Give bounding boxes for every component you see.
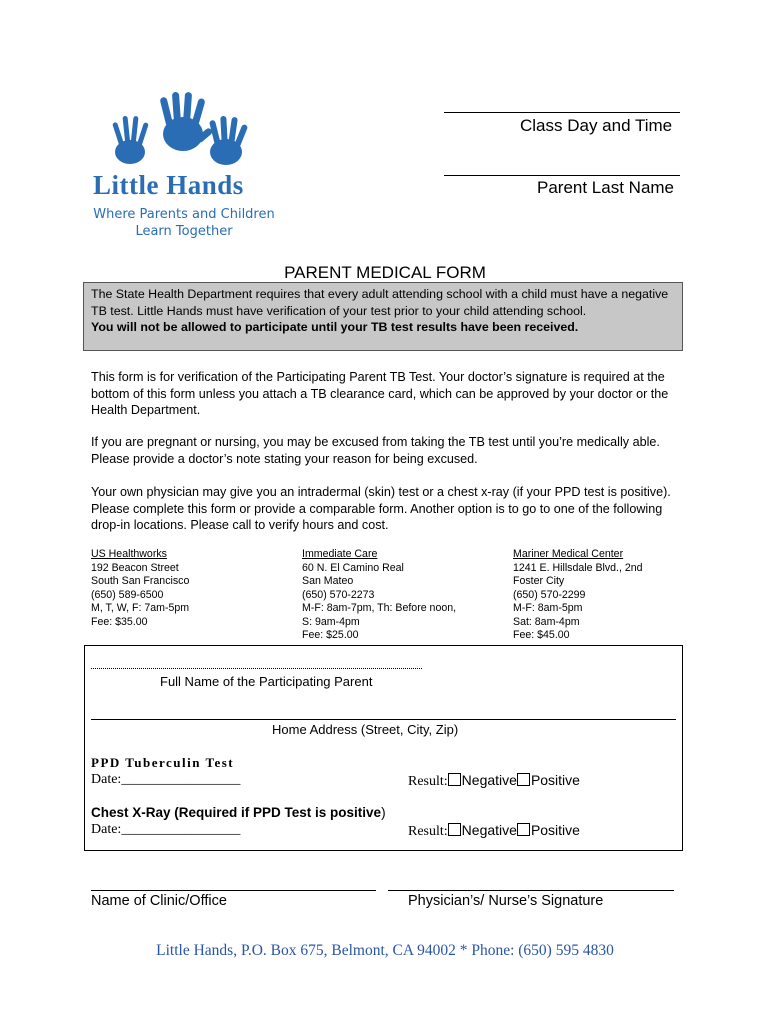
footer-contact: Little Hands, P.O. Box 675, Belmont, CA 94002 * Phone: (650) 595 4830 <box>156 942 614 959</box>
class-day-time-line[interactable] <box>444 112 680 113</box>
location-line: Fee: $25.00 <box>302 629 359 641</box>
xray-heading-group <box>91 805 386 820</box>
location-line: (650) 570-2299 <box>513 588 586 601</box>
full-name-line[interactable] <box>91 668 422 669</box>
full-name-label: Full Name of the Participating Parent <box>160 674 373 689</box>
paragraph-physician: Your own physician may give you an intradermal (skin) test or a chest x-ray (if your PPD test is positive). Please complete this form or provide a comparable form. Another option is to go to one of the following drop-in locations. Please call to verify hours and cost. <box>91 485 671 532</box>
physician-signature-label: Physician’s/ Nurse’s Signature <box>408 893 604 909</box>
xray-negative-checkbox[interactable] <box>448 823 461 836</box>
logo-tagline-line-1: Where Parents and Children <box>93 207 275 222</box>
paragraph-pregnant: If you are pregnant or nursing, you may be excused from taking the TB test until you’re medically able. Please provide a doctor’s note stating your reason for being excused. <box>91 435 660 466</box>
location-line: M-F: 8am-7pm, Th: Before noon, <box>302 602 457 614</box>
parent-last-name-label: Parent Last Name <box>537 178 675 197</box>
xray-result-label: Result: <box>408 824 448 839</box>
notice-bold-text: You will not be allowed to participate until your TB test results have been received. <box>91 320 579 334</box>
ppd-date-field[interactable]: Date:_________________ <box>91 772 241 787</box>
xray-positive-checkbox[interactable] <box>517 823 530 836</box>
ppd-negative-label: Negative <box>461 772 517 788</box>
xray-heading: Chest X-Ray (Required if PPD Test is positive <box>91 805 382 820</box>
hand-prints-logo-icon <box>108 92 258 172</box>
physician-signature-line[interactable] <box>388 890 674 891</box>
location-us-healthworks <box>91 548 291 629</box>
location-line: Foster City <box>513 575 565 587</box>
location-line: 1241 E. Hillsdale Blvd., 2nd <box>513 561 643 574</box>
location-name: Immediate Care <box>302 548 378 560</box>
ppd-result-group <box>408 772 580 790</box>
notice-box <box>83 282 683 351</box>
logo-tagline <box>90 206 278 240</box>
location-line: (650) 570-2273 <box>302 588 375 601</box>
home-address-label: Home Address (Street, City, Zip) <box>272 722 459 737</box>
ppd-positive-label: Positive <box>530 772 580 788</box>
logo-tagline-line-2: Learn Together <box>135 224 233 239</box>
location-line: Fee: $35.00 <box>91 615 148 628</box>
ppd-positive-checkbox[interactable] <box>517 773 530 786</box>
xray-positive-label: Positive <box>530 822 580 838</box>
location-mariner-medical <box>513 548 713 643</box>
ppd-result-label: Result: <box>408 774 448 789</box>
ppd-negative-checkbox[interactable] <box>448 773 461 786</box>
form-title: PARENT MEDICAL FORM <box>284 263 486 282</box>
clinic-name-label: Name of Clinic/Office <box>91 893 227 909</box>
parent-last-name-line[interactable] <box>444 175 680 176</box>
xray-heading-paren: ) <box>381 805 386 820</box>
xray-result-group <box>408 822 580 840</box>
location-name: Mariner Medical Center <box>513 548 624 560</box>
location-line: 192 Beacon Street <box>91 561 179 574</box>
xray-date-field[interactable]: Date:_________________ <box>91 822 241 837</box>
location-immediate-care <box>302 548 502 643</box>
location-line: San Mateo <box>302 575 354 587</box>
home-address-line[interactable] <box>91 719 676 720</box>
location-line: South San Francisco <box>91 575 190 587</box>
notice-text: The State Health Department requires that every adult attending school with a child must have a negative TB test. Little Hands must have verification of your test prior to your child attending school. <box>91 287 669 318</box>
paragraph-verification: This form is for verification of the Participating Parent TB Test. Your doctor’s signature is required at the bottom of this form unless you attach a TB clearance card, which can be approved by your doctor or the Health Department. <box>91 370 669 417</box>
clinic-name-line[interactable] <box>91 890 376 891</box>
xray-negative-label: Negative <box>461 822 517 838</box>
location-name: US Healthworks <box>91 548 167 560</box>
location-line: Fee: $45.00 <box>513 629 570 641</box>
location-line: (650) 589-6500 <box>91 588 164 601</box>
ppd-test-heading: PPD Tuberculin Test <box>91 755 235 770</box>
location-line: 60 N. El Camino Real <box>302 561 404 574</box>
location-line: Sat: 8am-4pm <box>513 615 580 628</box>
location-line: M, T, W, F: 7am-5pm <box>91 602 190 614</box>
location-line: M-F: 8am-5pm <box>513 602 583 614</box>
class-day-time-label: Class Day and Time <box>520 116 673 135</box>
location-line: S: 9am-4pm <box>302 615 360 628</box>
logo-name: Little Hands <box>93 170 244 200</box>
